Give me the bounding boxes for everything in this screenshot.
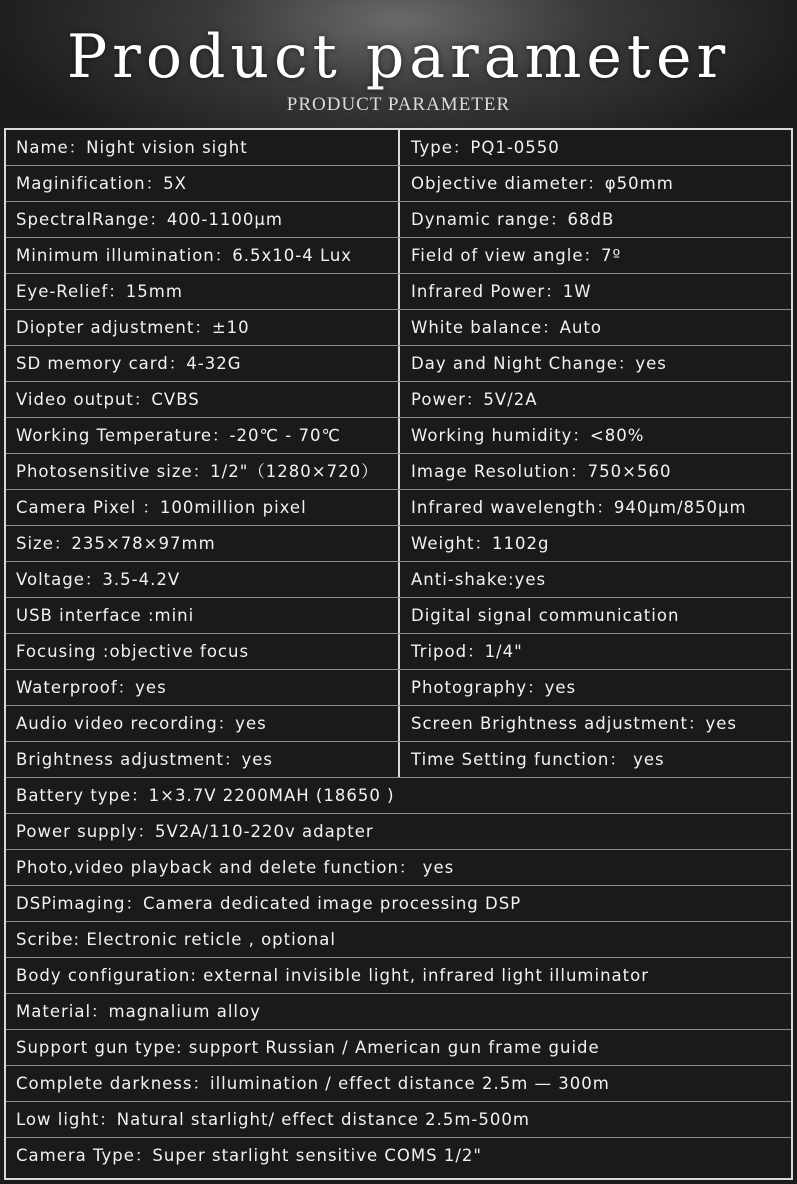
table-row	[6, 778, 791, 814]
spec-cell-right: Infrared Power：1W	[411, 282, 592, 301]
spec-cell-right: Objective diameter：φ50mm	[411, 174, 674, 193]
spec-cell-right: Photography：yes	[411, 678, 577, 697]
spec-cell-left: Video output：CVBS	[6, 382, 400, 417]
table-row	[6, 886, 791, 922]
spec-cell-right: Field of view angle：7º	[411, 246, 622, 265]
spec-cell-right: Screen Brightness adjustment：yes	[411, 714, 737, 733]
table-row	[6, 958, 791, 994]
page-subtitle: PRODUCT PARAMETER	[286, 94, 511, 115]
spec-cell-left: Audio video recording：yes	[6, 706, 400, 741]
spec-cell-right: Working humidity：<80%	[411, 426, 645, 445]
table-row	[6, 850, 791, 886]
table-row	[6, 598, 791, 634]
spec-cell-right: Infrared wavelength：940μm/850μm	[411, 498, 747, 517]
spec-cell-right: White balance：Auto	[411, 318, 602, 337]
spec-cell-right: Digital signal communication	[411, 606, 680, 625]
spec-cell-left: SD memory card：4-32G	[6, 346, 400, 381]
spec-cell-full: Complete darkness：illumination / effect distance 2.5m — 300m	[16, 1074, 610, 1093]
table-row	[6, 490, 791, 526]
spec-cell-left: Camera Pixel ：100million pixel	[6, 490, 400, 525]
spec-cell-right: Time Setting function： yes	[411, 750, 665, 769]
table-row	[6, 1102, 791, 1138]
table-row	[6, 670, 791, 706]
spec-cell-right: Power：5V/2A	[411, 390, 538, 409]
table-row	[6, 1030, 791, 1066]
table-row	[6, 166, 791, 202]
spec-cell-full: Scribe: Electronic reticle , optional	[16, 930, 336, 949]
header	[0, 0, 797, 126]
spec-cell-right: Dynamic range：68dB	[411, 210, 615, 229]
spec-cell-full: Body configuration: external invisible light, infrared light illuminator	[16, 966, 650, 985]
spec-cell-left: Maginification：5X	[6, 166, 400, 201]
table-row	[6, 922, 791, 958]
spec-cell-full: Power supply：5V2A/110-220v adapter	[16, 822, 374, 841]
table-row	[6, 706, 791, 742]
table-row	[6, 130, 791, 166]
table-row	[6, 994, 791, 1030]
table-row	[6, 562, 791, 598]
spec-cell-right: Day and Night Change：yes	[411, 354, 667, 373]
table-row	[6, 1138, 791, 1174]
spec-cell-full: Support gun type: support Russian / American gun frame guide	[16, 1038, 600, 1057]
table-row	[6, 274, 791, 310]
table-row	[6, 310, 791, 346]
spec-cell-left: Waterproof：yes	[6, 670, 400, 705]
spec-cell-right: Type：PQ1-0550	[411, 138, 560, 157]
spec-cell-right: Image Resolution：750×560	[411, 462, 672, 481]
spec-cell-left: Eye-Relief：15mm	[6, 274, 400, 309]
table-row	[6, 454, 791, 490]
spec-cell-left: Focusing :objective focus	[6, 634, 400, 669]
spec-table	[4, 128, 793, 1180]
spec-cell-left: Brightness adjustment：yes	[6, 742, 400, 777]
spec-cell-left: USB interface :mini	[6, 598, 400, 633]
spec-cell-full: DSPimaging：Camera dedicated image processing DSP	[16, 894, 522, 913]
table-row	[6, 418, 791, 454]
table-row	[6, 814, 791, 850]
spec-cell-full: Material：magnalium alloy	[16, 1002, 261, 1021]
spec-cell-left: Minimum illumination：6.5x10-4 Lux	[6, 238, 400, 273]
spec-cell-left: Voltage：3.5-4.2V	[6, 562, 400, 597]
table-row	[6, 346, 791, 382]
spec-cell-full: Camera Type：Super starlight sensitive COMS 1/2"	[16, 1146, 482, 1165]
table-row	[6, 382, 791, 418]
spec-cell-left: Photosensitive size：1/2"（1280×720）	[6, 454, 400, 489]
table-row	[6, 238, 791, 274]
spec-cell-left: SpectralRange：400-1100μm	[6, 202, 400, 237]
spec-cell-left: Name：Night vision sight	[6, 130, 400, 165]
spec-cell-right: Anti-shake:yes	[411, 570, 547, 589]
spec-cell-full: Low light：Natural starlight/ effect distance 2.5m-500m	[16, 1110, 530, 1129]
spec-cell-left: Diopter adjustment：±10	[6, 310, 400, 345]
spec-cell-right: Weight：1102g	[411, 534, 550, 553]
table-row	[6, 526, 791, 562]
spec-cell-full: Battery type：1×3.7V 2200MAH (18650 )	[16, 786, 395, 805]
spec-cell-full: Photo,video playback and delete function： yes	[16, 858, 455, 877]
page-title: Product parameter	[66, 22, 731, 92]
table-row	[6, 202, 791, 238]
spec-cell-right: Tripod：1/4"	[411, 642, 523, 661]
spec-cell-left: Size：235×78×97mm	[6, 526, 400, 561]
table-row	[6, 742, 791, 778]
table-row	[6, 634, 791, 670]
spec-cell-left: Working Temperature：-20℃ - 70℃	[6, 418, 400, 453]
table-row	[6, 1066, 791, 1102]
